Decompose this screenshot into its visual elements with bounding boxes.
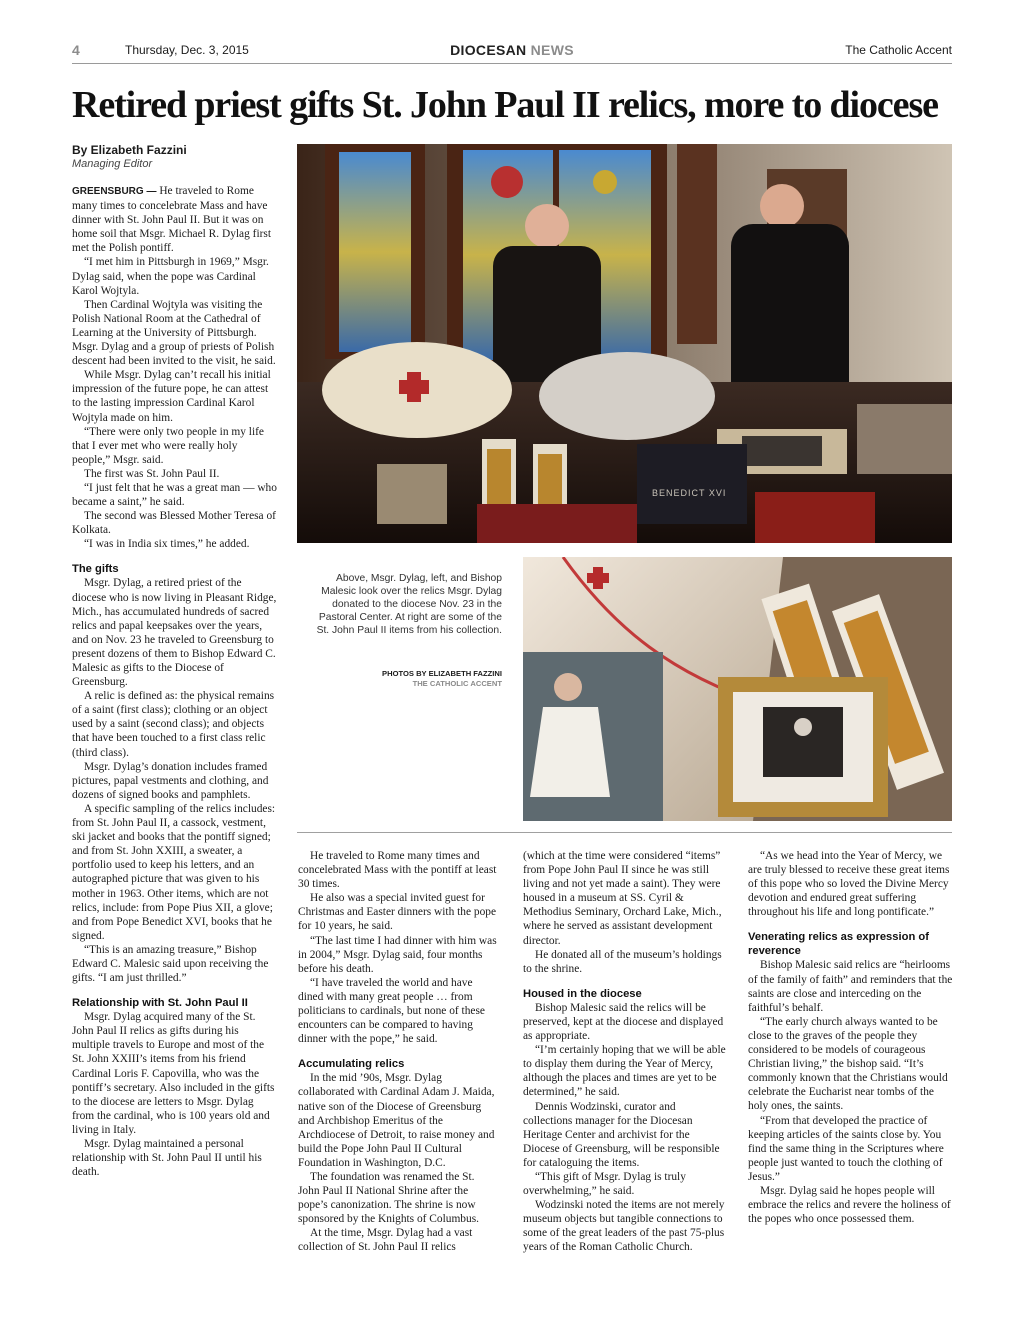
- lede-paragraph: [72, 184, 278, 255]
- relics-photo-illustration: [523, 557, 952, 821]
- byline: [72, 143, 187, 171]
- paragraph: The first was St. John Paul II.: [84, 467, 220, 480]
- paragraph: Msgr. Dylag’s donation includes framed pictures, papal vestments and clothing, and dozens of signed books and pamphlets.: [72, 760, 269, 801]
- paragraph: The second was Blessed Mother Teresa of Kolkata.: [72, 510, 276, 537]
- section-name: [72, 42, 952, 58]
- paragraph: “From that developed the practice of keeping articles of the saints close by. You find the same thing in the Scriptures where people just wanted to touch the clothing of Jesus.”: [748, 1114, 944, 1183]
- paragraph: “I’m certainly hoping that we will be able to display them during the Year of Mercy, although the places and times are yet to be determined,” he said.: [523, 1044, 726, 1099]
- article-column-3: [523, 849, 727, 1255]
- photo-credit: [312, 669, 502, 689]
- photo-credit-line2: THE CATHOLIC ACCENT: [412, 679, 502, 688]
- subhead-gifts: The gifts: [72, 563, 119, 576]
- paragraph: “The early church always wanted to be close to the graves of the people they considered to be models of courageous Christian living,” the bishop said. “It’s commonly known that the Christians would celebrate the Eucharist near tombs of the holy ones, the saints.: [748, 1015, 948, 1113]
- main-photo: [297, 144, 952, 543]
- photo-credit-line1: PHOTOS BY ELIZABETH FAZZINI: [382, 669, 502, 678]
- paragraph: A specific sampling of the relics includes: from St. John Paul II, a cassock, vestment, ski jacket and books that the pontiff signed; and from St. John XXIII, a sweater, a portfolio used to keep his letters, and an autographed picture that was given to his mother in 1963. Other items, which are not relics, include: from Pope Pius XII, a glove; and from Pope Benedict XVI, books that he signed.: [72, 802, 276, 942]
- paragraph: “This gift of Msgr. Dylag is truly overwhelming,” he said.: [523, 1170, 686, 1198]
- paragraph: “The last time I had dinner with him was in 2004,” Msgr. Dylag said, four months before his death.: [298, 934, 497, 975]
- paragraph: “This is an amazing treasure,” Bishop Edward C. Malesic said upon receiving the gifts. “I am just thrilled.”: [72, 943, 269, 985]
- page-number: 4: [72, 42, 80, 58]
- paragraph: Bishop Malesic said the relics will be preserved, kept at the diocese and displayed as appropriate.: [523, 1001, 724, 1043]
- running-header: [72, 40, 952, 64]
- paragraph: Wodzinski noted the items are not merely museum objects but tangible connections to some of the great leaders of the past 75-plus years of the Roman Catholic Church.: [523, 1199, 725, 1254]
- relics-photo: [523, 557, 952, 821]
- article-column-4: [748, 849, 954, 1226]
- article-column-1: [72, 184, 278, 1179]
- publication-name: The Catholic Accent: [845, 43, 952, 57]
- paragraph: “I was in India six times,” he added.: [84, 538, 250, 551]
- paragraph: He also was a special invited guest for Christmas and Easter dinners with the pope for 10 years, he said.: [298, 892, 497, 933]
- paragraph: In the mid ’90s, Msgr. Dylag collaborated with Cardinal Adam J. Maida, native son of the Diocese of Greensburg and Archbishop Emeritus of the Archdiocese of Detroit, to raise money and build the Pope John Paul II Cultural Foundation in Washington, D.C.: [298, 1072, 495, 1169]
- dateline: GREENSBURG —: [72, 186, 157, 197]
- article-column-2: [298, 849, 498, 1255]
- section-name-part2: NEWS: [530, 42, 574, 58]
- paragraph: While Msgr. Dylag can’t recall his initial impression of the future pope, he can attest to the lasting impression Cardinal Karol Wojtyla made on him.: [72, 369, 271, 424]
- paragraph: Msgr. Dylag, a retired priest of the diocese who is now living in Pleasant Ridge, Mich., has accumulated hundreds of sacred relics and papal keepsakes over the years, and on Nov. 23 he traveled to Greensburg to present dozens of them to Bishop Edward C. Malesic as gifts to the Diocese of Greensburg.: [72, 577, 277, 689]
- section-name-part1: DIOCESAN: [450, 42, 527, 58]
- subhead-venerating: Venerating relics as expression of reverence: [748, 931, 929, 958]
- byline-role: Managing Editor: [72, 158, 153, 170]
- subhead-accumulating: Accumulating relics: [298, 1058, 405, 1071]
- lede-text: He traveled to Rome many times to concelebrate Mass and have dinner with St. John Paul II. But it was on home soil that Msgr. Michael R. Dylag first met the Polish pontiff.: [72, 185, 271, 255]
- headline: Retired priest gifts St. John Paul II relics, more to diocese: [72, 84, 938, 126]
- paragraph: Msgr. Dylag said he hopes people will embrace the relics and revere the holiness of the popes who once possessed them.: [748, 1184, 951, 1226]
- paragraph: Bishop Malesic said relics are “heirlooms of the family of faith” and reminders that the saints are close and interceding on the faithful’s behalf.: [748, 959, 953, 1014]
- paragraph: “I have traveled the world and have dined with many great people … from politicians to cardinals, but none of these encounters can be compared to having dinner with the pope,” he said.: [298, 976, 485, 1046]
- paragraph: “There were only two people in my life that I ever met who were really holy people,” Msgr. said.: [72, 425, 264, 466]
- paragraph: Then Cardinal Wojtyla was visiting the Polish National Room at the Cathedral of Learning at the University of Pittsburgh. Msgr. Dylag and a group of priests of Polish descent had been invited to the visit, he said.: [72, 298, 276, 368]
- paragraph: Msgr. Dylag maintained a personal relationship with St. John Paul II until his death.: [72, 1138, 262, 1179]
- paragraph: At the time, Msgr. Dylag had a vast collection of St. John Paul II relics: [298, 1227, 473, 1254]
- paragraph: “I met him in Pittsburgh in 1969,” Msgr. Dylag said, when the pope was Cardinal Karol Wojtyla.: [72, 256, 269, 297]
- paragraph: “I just felt that he was a great man — who became a saint,” he said.: [72, 481, 277, 509]
- paragraph: A relic is defined as: the physical remains of a saint (first class); clothing or an object used by a saint (second class); and objects that have been touched to a first class relic (third class).: [72, 690, 275, 759]
- photo-caption: Above, Msgr. Dylag, left, and Bishop Malesic look over the relics Msgr. Dylag donated to the diocese Nov. 23 in the Pastoral Center. At right are some of the St. John Paul II items from his collection.: [316, 573, 502, 636]
- main-photo-illustration: [297, 144, 952, 543]
- paragraph: He donated all of the museum’s holdings to the shrine.: [523, 948, 722, 975]
- byline-name: By Elizabeth Fazzini: [72, 143, 187, 157]
- paragraph: Msgr. Dylag acquired many of the St. John Paul II relics as gifts during his multiple travels to Europe and most of the St. John XXIII’s items from his friend Cardinal Loris F. Capovilla, who was the pontiff’s secretary. Also included in the gifts to the diocese are letters to Msgr. Dylag from the cardinal, who is 100 years old and living in Italy.: [72, 1011, 275, 1136]
- paragraph: Dennis Wodzinski, curator and collections manager for the Diocesan Heritage Center and archivist for the Diocese of Greensburg, will be responsible for cataloguing the items.: [523, 1100, 720, 1169]
- book-title-text: BENEDICT XVI: [652, 488, 727, 498]
- paragraph: (which at the time were considered “items” from Pope John Paul II since he was still living and not yet made a saint). They were housed in a museum at SS. Cyril & Methodius Seminary, Orchard Lake, Mich., where he served as assistant development director.: [523, 850, 722, 947]
- subhead-housed: Housed in the diocese: [523, 987, 642, 1000]
- section-divider: [297, 832, 952, 833]
- subhead-relationship: Relationship with St. John Paul II: [72, 997, 248, 1010]
- paragraph: He traveled to Rome many times and concelebrated Mass with the pontiff at least 30 times.: [298, 850, 497, 891]
- paragraph: “As we head into the Year of Mercy, we are truly blessed to receive these great items of this pope who so loved the Divine Mercy devotion and endured great suffering throughout his life and long pontificate.”: [748, 850, 950, 919]
- issue-date: Thursday, Dec. 3, 2015: [125, 43, 249, 57]
- paragraph: The foundation was renamed the St. John Paul II National Shrine after the pope’s canonization. The shrine is now sponsored by the Knights of Columbus.: [298, 1170, 479, 1226]
